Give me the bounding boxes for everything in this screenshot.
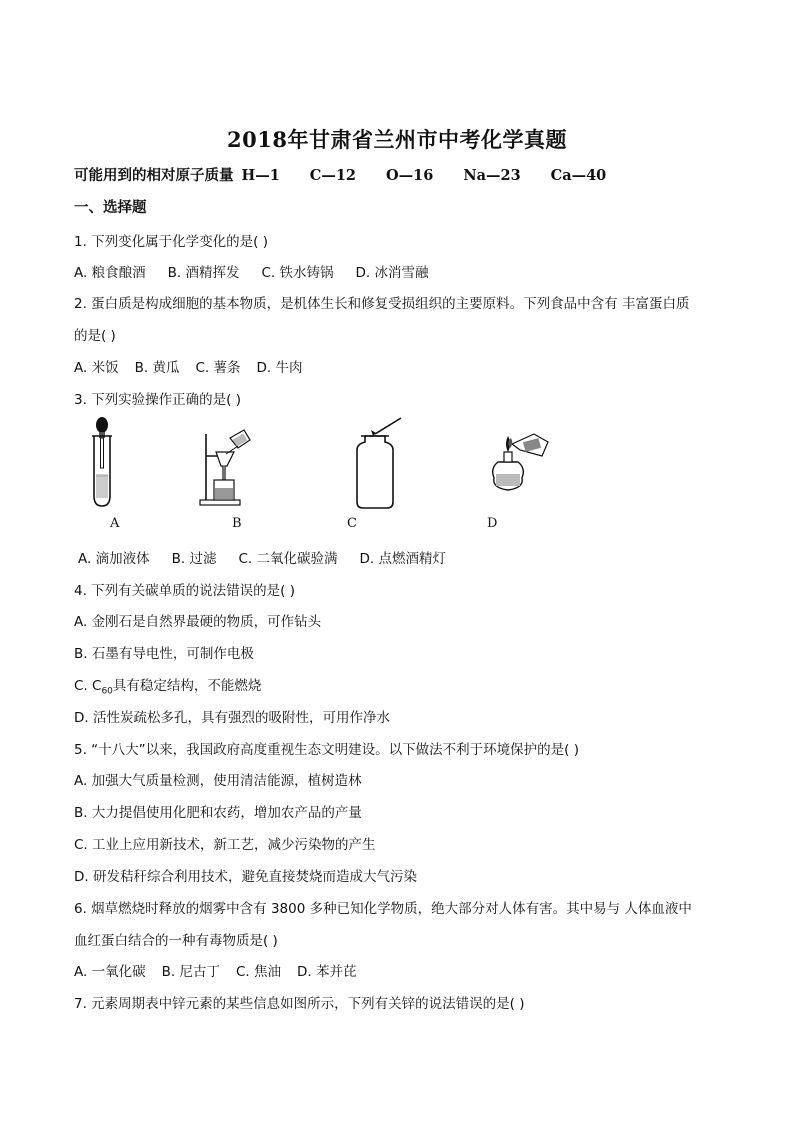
q4-option-c-suffix: 具有稳定结构，不能燃烧 [112, 678, 262, 694]
q3-figures [74, 416, 594, 536]
q1-option-b: B. 酒精挥发 [167, 265, 240, 281]
q1-option-c: C. 铁水铸锅 [261, 265, 334, 281]
dropper-test-tube-figure [84, 416, 124, 508]
q4-option-d: D. 活性炭疏松多孔，具有强烈的吸附性，可用作净水 [74, 710, 390, 726]
q4-option-c-prefix: C. C [74, 678, 102, 694]
q6-option-a: A. 一氧化碳 [74, 964, 146, 980]
q3-option-c: C. 二氧化碳验满 [238, 551, 338, 567]
fig-label-c: C [347, 516, 357, 531]
filtration-figure [194, 416, 254, 508]
q6-stem-line1: 6. 烟草燃烧时释放的烟雾中含有 3800 多种已知化学物质，绝大部分对人体有害。其中易与 人体血液中 [74, 901, 692, 917]
q2-option-c: C. 薯条 [195, 360, 241, 376]
fig-label-d: D [487, 516, 498, 531]
mass-h: H—1 [241, 167, 280, 184]
q2-options [74, 356, 318, 376]
q2-stem-line2: 的是( ) [74, 328, 116, 344]
q4-option-c-subscript: 60 [101, 686, 113, 697]
q5-stem: 5. “十八大”以来，我国政府高度重视生态文明建设。以下做法不利于环境保护的是( ) [74, 742, 579, 758]
q1-option-d: D. 冰消雪融 [355, 265, 429, 281]
alcohol-lamp-figure [484, 416, 554, 502]
q6-options [74, 960, 372, 980]
mass-ca: Ca—40 [550, 167, 607, 184]
q5-option-c: C. 工业上应用新技术，新工艺，减少污染物的产生 [74, 837, 376, 853]
q5-option-b: B. 大力提倡使用化肥和农药，增加农产品的产量 [74, 805, 362, 821]
q2-option-b: B. 黄瓜 [134, 360, 180, 376]
q2-stem-line1: 2. 蛋白质是构成细胞的基本物质，是机体生长和修复受损组织的主要原料。下列食品中含有 丰富蛋白质 [74, 296, 690, 312]
atomic-masses-label: 可能用到的相对原子质量 [74, 167, 234, 184]
q1-option-a: A. 粮食酿酒 [74, 265, 146, 281]
q4-option-a: A. 金刚石是自然界最硬的物质，可作钻头 [74, 614, 322, 630]
q4-option-c [74, 674, 261, 697]
section-heading: 一、选择题 [74, 200, 147, 216]
q3-option-d: D. 点燃酒精灯 [359, 551, 446, 567]
q3-options [78, 547, 468, 567]
q7-stem: 7. 元素周期表中锌元素的某些信息如图所示，下列有关锌的说法错误的是( ) [74, 996, 525, 1012]
q6-option-b: B. 尼古丁 [161, 964, 220, 980]
q4-option-b: B. 石墨有导电性，可制作电极 [74, 646, 254, 662]
q5-option-a: A. 加强大气质量检测，使用清洁能源，植树造林 [74, 773, 362, 789]
page-title: 2018年甘肃省兰州市中考化学真题 [227, 127, 567, 152]
q1-options [74, 261, 450, 281]
fig-label-b: B [232, 516, 242, 531]
mass-o: O—16 [386, 167, 434, 184]
q6-option-c: C. 焦油 [235, 964, 281, 980]
mass-na: Na—23 [463, 167, 521, 184]
q6-stem-line2: 血红蛋白结合的一种有毒物质是( ) [74, 933, 278, 949]
q3-option-b: B. 过滤 [171, 551, 217, 567]
q3-option-a: A. 滴加液体 [78, 551, 150, 567]
q2-option-a: A. 米饭 [74, 360, 119, 376]
fig-label-a: A [110, 516, 120, 531]
mass-c: C—12 [309, 167, 357, 184]
atomic-masses [74, 164, 606, 185]
q2-option-d: D. 牛肉 [256, 360, 303, 376]
gas-jar-figure [349, 416, 409, 512]
q1-stem: 1. 下列变化属于化学变化的是( ) [74, 234, 268, 250]
q4-stem: 4. 下列有关碳单质的说法错误的是( ) [74, 583, 295, 599]
q5-option-d: D. 研发秸秆综合利用技术，避免直接焚烧而造成大气污染 [74, 869, 417, 885]
q3-stem: 3. 下列实验操作正确的是( ) [74, 392, 241, 408]
q6-option-d: D. 苯并芘 [296, 964, 357, 980]
